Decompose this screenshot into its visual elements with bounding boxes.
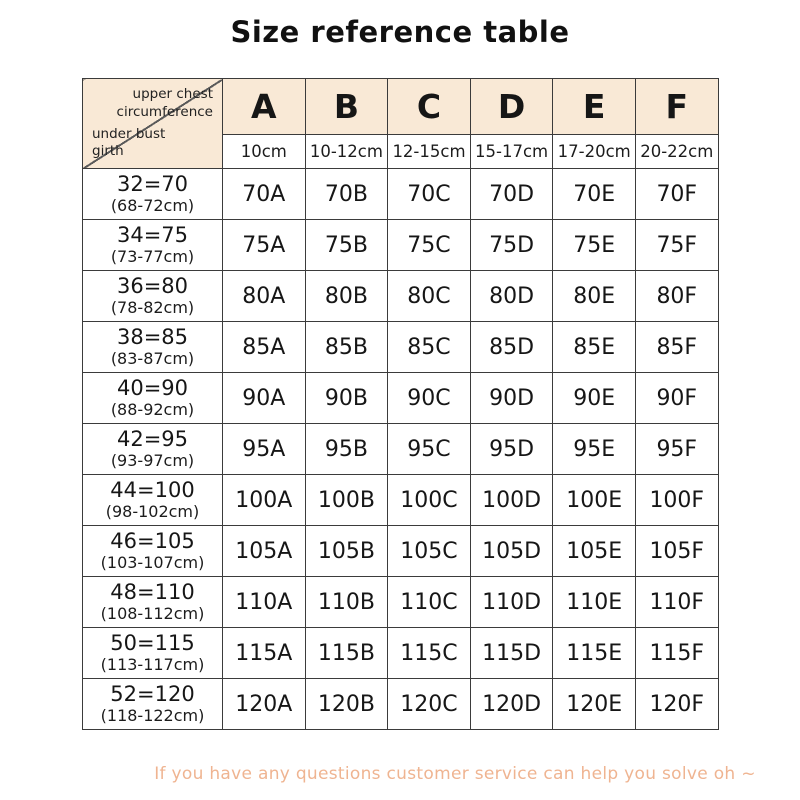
size-range-text: (108-112cm) <box>100 603 205 623</box>
cup-letter-b: B <box>305 79 388 135</box>
table-row <box>83 577 719 628</box>
size-cell: 95B <box>305 424 388 475</box>
footer-note: If you have any questions customer service can help you solve oh ~ <box>154 764 756 784</box>
size-cell: 85B <box>305 322 388 373</box>
size-cell: 100D <box>470 475 553 526</box>
table-row <box>83 628 719 679</box>
cup-range-d: 15-17cm <box>470 135 553 169</box>
table-row <box>83 475 719 526</box>
size-cell: 120B <box>305 679 388 730</box>
size-range-text: (78-82cm) <box>110 297 195 317</box>
size-main-text: 46=105 <box>110 529 195 554</box>
size-label <box>83 475 223 526</box>
corner-top-label: upper chest circumference <box>116 86 213 120</box>
size-table-body <box>83 169 719 730</box>
size-main-text: 36=80 <box>116 274 189 299</box>
size-range-text: (83-87cm) <box>110 348 195 368</box>
size-cell: 110F <box>635 577 718 628</box>
size-main-text: 32=70 <box>116 172 189 197</box>
table-row <box>83 373 719 424</box>
size-cell: 80A <box>223 271 306 322</box>
cup-letter-d: D <box>470 79 553 135</box>
size-label <box>83 679 223 730</box>
size-label <box>83 169 223 220</box>
size-cell: 95D <box>470 424 553 475</box>
size-label <box>83 322 223 373</box>
cup-range-a: 10cm <box>223 135 306 169</box>
size-cell: 110B <box>305 577 388 628</box>
size-cell: 80F <box>635 271 718 322</box>
size-cell: 90D <box>470 373 553 424</box>
size-main-text: 42=95 <box>116 427 189 452</box>
size-range-text: (98-102cm) <box>105 501 200 521</box>
cup-letter-row <box>83 79 719 135</box>
size-cell: 95A <box>223 424 306 475</box>
size-cell: 105F <box>635 526 718 577</box>
size-cell: 115B <box>305 628 388 679</box>
corner-bottom-label: under bust girth <box>92 125 166 160</box>
size-label <box>83 628 223 679</box>
size-cell: 85C <box>388 322 471 373</box>
size-cell: 110D <box>470 577 553 628</box>
size-cell: 115F <box>635 628 718 679</box>
size-cell: 110E <box>553 577 636 628</box>
size-cell: 110A <box>223 577 306 628</box>
size-cell: 75D <box>470 220 553 271</box>
size-cell: 105B <box>305 526 388 577</box>
size-cell: 120E <box>553 679 636 730</box>
size-cell: 120C <box>388 679 471 730</box>
cup-letter-e: E <box>553 79 636 135</box>
table-row <box>83 271 719 322</box>
size-cell: 70D <box>470 169 553 220</box>
cup-letter-f: F <box>635 79 718 135</box>
size-cell: 90E <box>553 373 636 424</box>
size-cell: 105D <box>470 526 553 577</box>
table-row <box>83 679 719 730</box>
size-cell: 120A <box>223 679 306 730</box>
size-cell: 115E <box>553 628 636 679</box>
size-label <box>83 526 223 577</box>
size-cell: 70B <box>305 169 388 220</box>
size-main-text: 50=115 <box>110 631 195 656</box>
size-cell: 95E <box>553 424 636 475</box>
size-range-text: (73-77cm) <box>110 246 195 266</box>
size-label <box>83 271 223 322</box>
size-label <box>83 577 223 628</box>
size-cell: 70F <box>635 169 718 220</box>
table-row <box>83 169 719 220</box>
size-cell: 75C <box>388 220 471 271</box>
size-cell: 110C <box>388 577 471 628</box>
size-main-text: 40=90 <box>116 376 189 401</box>
size-cell: 85E <box>553 322 636 373</box>
size-cell: 85A <box>223 322 306 373</box>
size-cell: 75A <box>223 220 306 271</box>
size-range-text: (103-107cm) <box>100 552 205 572</box>
size-cell: 90C <box>388 373 471 424</box>
size-cell: 85D <box>470 322 553 373</box>
size-cell: 95F <box>635 424 718 475</box>
size-cell: 105E <box>553 526 636 577</box>
size-range-text: (88-92cm) <box>110 399 195 419</box>
size-cell: 120F <box>635 679 718 730</box>
size-cell: 100C <box>388 475 471 526</box>
size-cell: 80B <box>305 271 388 322</box>
size-cell: 105C <box>388 526 471 577</box>
size-cell: 115D <box>470 628 553 679</box>
size-cell: 80C <box>388 271 471 322</box>
size-main-text: 52=120 <box>110 682 195 707</box>
size-cell: 75B <box>305 220 388 271</box>
cup-range-c: 12-15cm <box>388 135 471 169</box>
size-cell: 100A <box>223 475 306 526</box>
size-cell: 90A <box>223 373 306 424</box>
size-range-text: (68-72cm) <box>110 195 195 215</box>
table-row <box>83 220 719 271</box>
size-range-text: (93-97cm) <box>110 450 195 470</box>
size-range-text: (113-117cm) <box>100 654 205 674</box>
size-label <box>83 220 223 271</box>
size-cell: 80D <box>470 271 553 322</box>
size-cell: 85F <box>635 322 718 373</box>
size-cell: 90B <box>305 373 388 424</box>
size-cell: 90F <box>635 373 718 424</box>
table-row <box>83 322 719 373</box>
size-range-text: (118-122cm) <box>100 705 205 725</box>
size-cell: 100F <box>635 475 718 526</box>
size-cell: 115A <box>223 628 306 679</box>
size-cell: 100B <box>305 475 388 526</box>
size-cell: 95C <box>388 424 471 475</box>
corner-header-cell <box>83 79 223 169</box>
cup-letter-a: A <box>223 79 306 135</box>
size-label <box>83 424 223 475</box>
size-label <box>83 373 223 424</box>
size-cell: 80E <box>553 271 636 322</box>
size-cell: 70A <box>223 169 306 220</box>
table-row <box>83 424 719 475</box>
size-cell: 70E <box>553 169 636 220</box>
size-cell: 120D <box>470 679 553 730</box>
size-main-text: 34=75 <box>116 223 189 248</box>
size-main-text: 38=85 <box>116 325 189 350</box>
size-cell: 100E <box>553 475 636 526</box>
cup-range-b: 10-12cm <box>305 135 388 169</box>
size-cell: 75E <box>553 220 636 271</box>
size-table <box>82 78 719 730</box>
cup-range-f: 20-22cm <box>635 135 718 169</box>
size-cell: 105A <box>223 526 306 577</box>
size-main-text: 44=100 <box>110 478 195 503</box>
cup-range-e: 17-20cm <box>553 135 636 169</box>
cup-letter-c: C <box>388 79 471 135</box>
table-row <box>83 526 719 577</box>
size-cell: 70C <box>388 169 471 220</box>
size-cell: 115C <box>388 628 471 679</box>
size-main-text: 48=110 <box>110 580 195 605</box>
size-cell: 75F <box>635 220 718 271</box>
page-title: Size reference table <box>230 15 570 49</box>
